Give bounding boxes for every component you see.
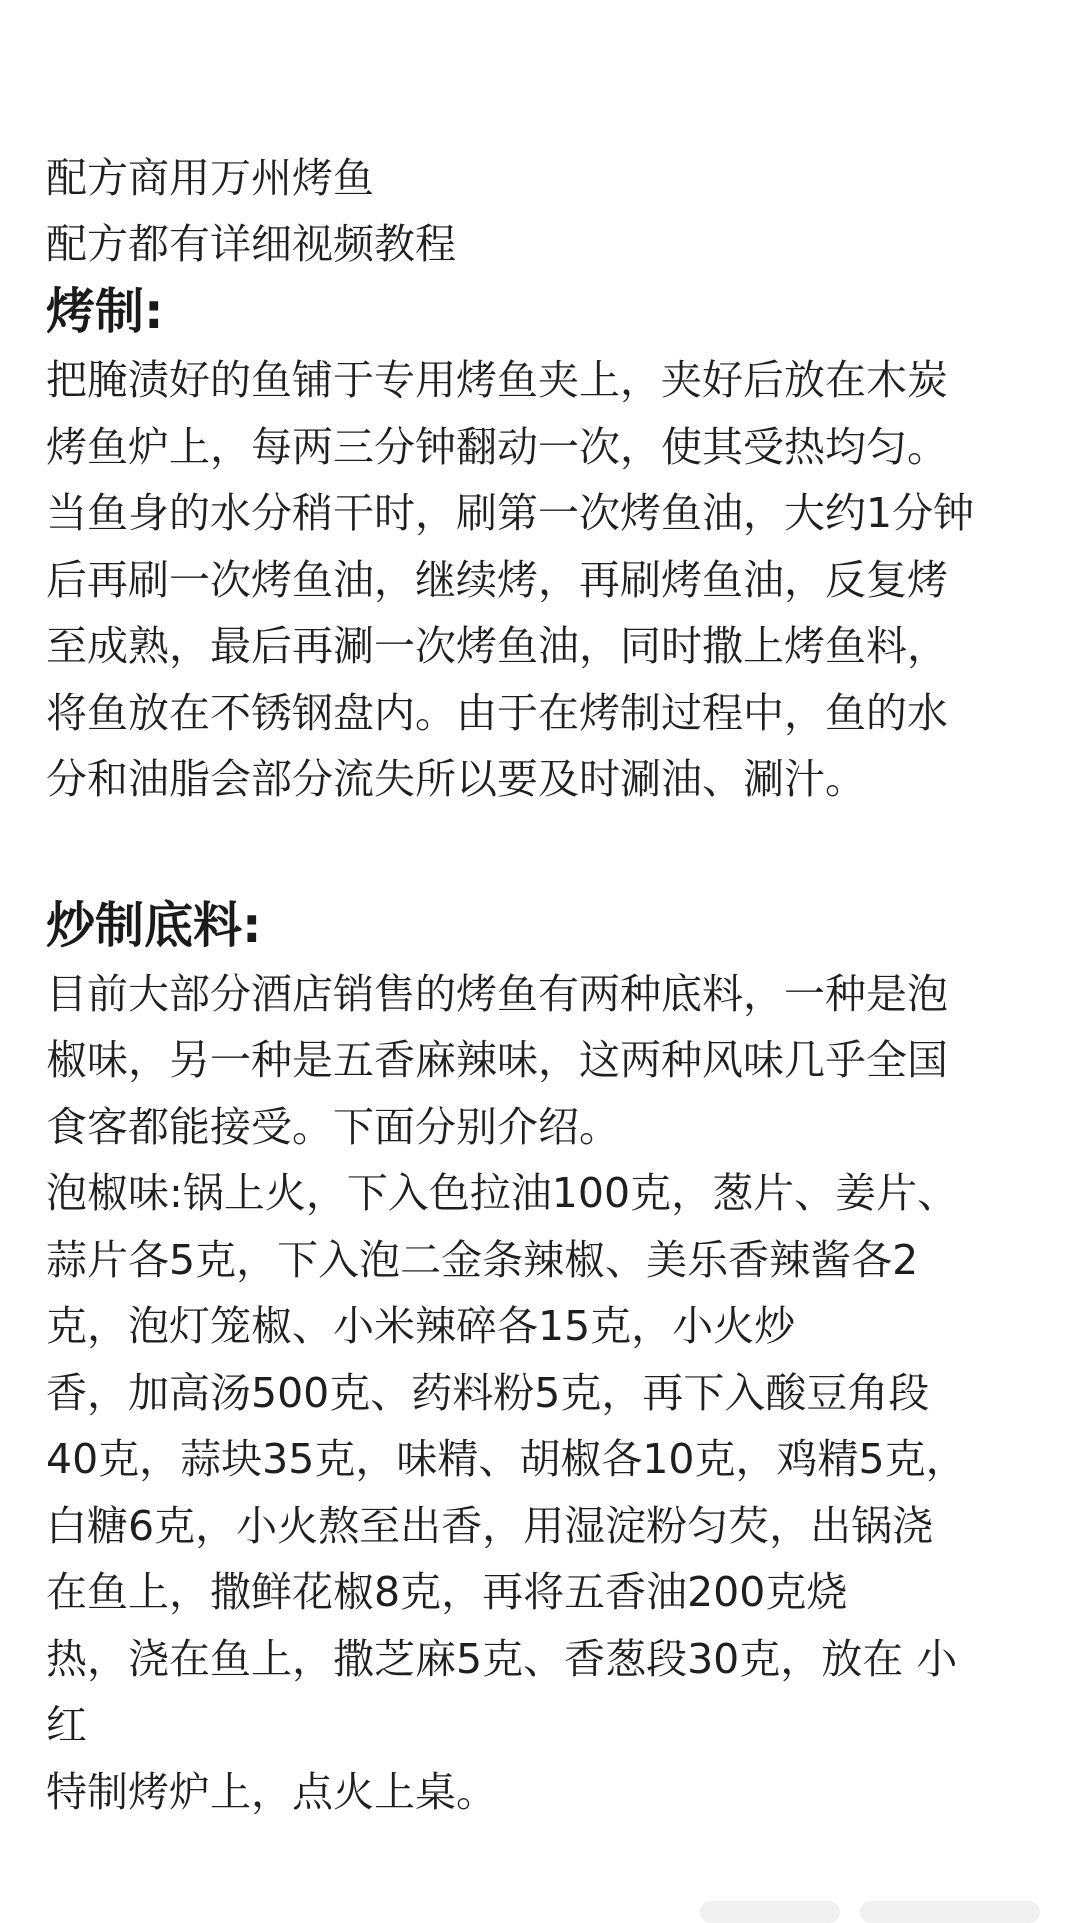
- paragraph-line: 泡椒味:锅上火，下入色拉油100克，葱片、姜片、: [46, 1169, 959, 1217]
- paragraph-line: 40克，蒜块35克，味精、胡椒各10克，鸡精5克，: [46, 1435, 967, 1483]
- intro-title: 配方商用万州烤鱼: [46, 154, 374, 202]
- paragraph-line: 白糖6克，小火熬至出香，用湿淀粉匀芡，出锅浇: [46, 1501, 934, 1550]
- section-spacer: [46, 813, 1036, 891]
- section-heading-bake: 烤制:: [46, 283, 164, 340]
- bottom-action-bar: [0, 1895, 1080, 1920]
- paragraph-line: 分和油脂会部分流失所以要及时涮油、涮汁。: [46, 755, 866, 803]
- paragraph-line: 椒味，另一种是五香麻辣味，这两种风味几乎全国: [46, 1036, 948, 1084]
- paragraph-line: 至成熟，最后再涮一次烤鱼油，同时撒上烤鱼料，: [46, 622, 948, 670]
- paragraph-line: 烤鱼炉上，每两三分钟翻动一次，使其受热均匀。: [46, 422, 948, 471]
- article-content: [46, 145, 1036, 1825]
- section-heading-base: 炒制底料:: [46, 896, 262, 954]
- intro-subtitle: 配方都有详细视频教程: [46, 220, 456, 268]
- paragraph-line: 热，浇在鱼上，撒芝麻5克、香葱段30克，放在 小: [46, 1634, 958, 1683]
- paragraph-line: 特制烤炉上，点火上桌。: [46, 1767, 497, 1816]
- paragraph-line: 后再刷一次烤鱼油，继续烤，再刷烤鱼油，反复烤: [46, 555, 948, 604]
- paragraph-line: 香，加高汤500克、药料粉5克，再下入酸豆角段: [46, 1368, 930, 1417]
- paragraph-line: 红: [46, 1701, 87, 1749]
- paragraph-line: 在鱼上，撒鲜花椒8克，再将五香油200克烧: [46, 1568, 848, 1616]
- paragraph-line: 把腌渍好的鱼铺于专用烤鱼夹上，夹好后放在木炭: [46, 356, 948, 404]
- paragraph-line: 目前大部分酒店销售的烤鱼有两种底料，一种是泡: [46, 969, 948, 1018]
- paragraph-line: 蒜片各5克，下入泡二金条辣椒、美乐香辣酱各2: [46, 1235, 919, 1284]
- paragraph-line: 将鱼放在不锈钢盘内。由于在烤制过程中，鱼的水: [46, 688, 948, 737]
- paragraph-line: 克，泡灯笼椒、小米辣碎各15克，小火炒: [46, 1302, 796, 1350]
- paragraph-line: 食客都能接受。下面分别介绍。: [46, 1102, 620, 1151]
- paragraph-line: 当鱼身的水分稍干时，刷第一次烤鱼油，大约1分钟: [46, 489, 975, 537]
